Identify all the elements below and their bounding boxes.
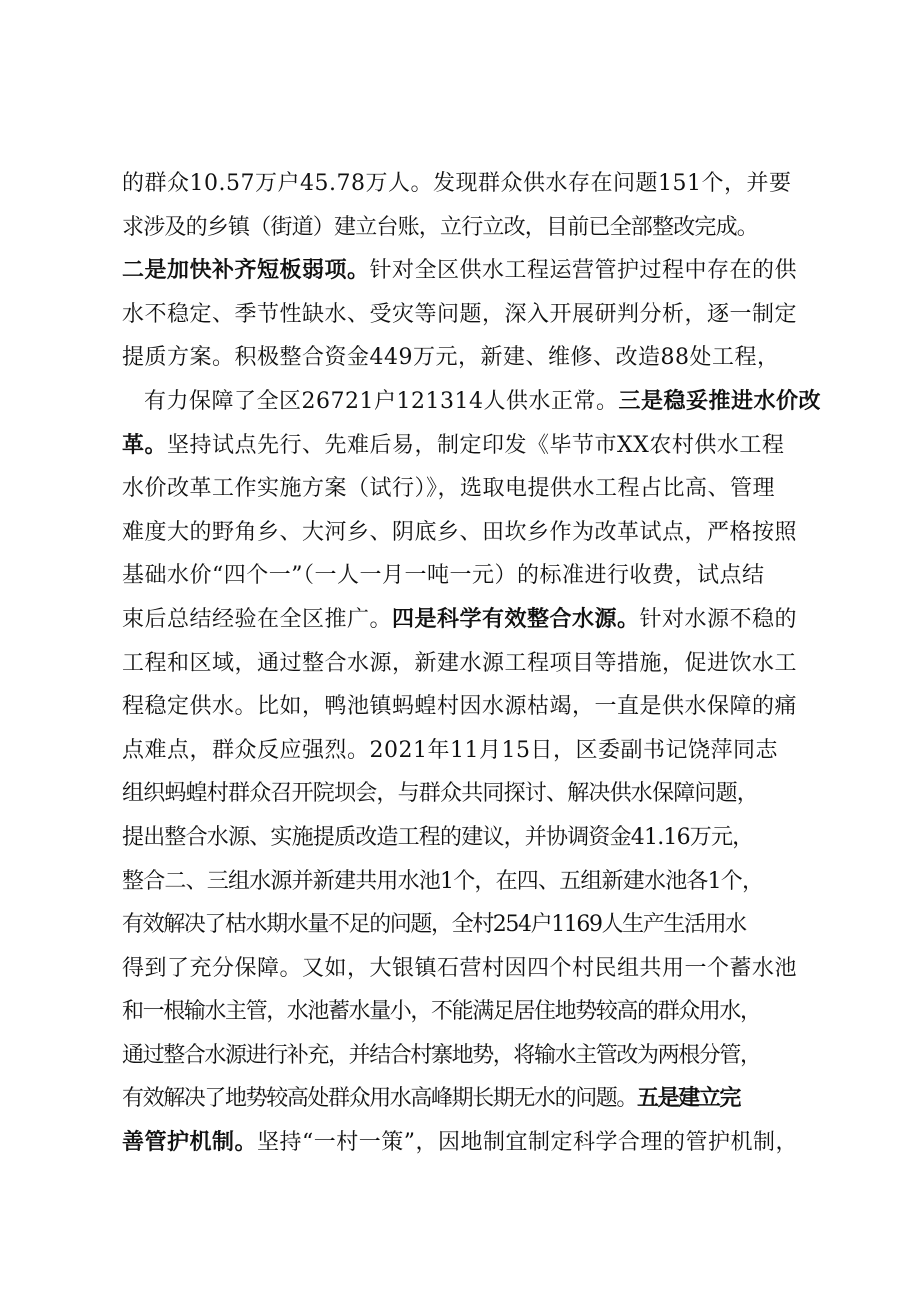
text-line: 组织蚂蝗村群众召开院坝会，与群众共同探讨、解决供水保障问题， [122,781,759,807]
text-line: 的群众10.57万户45.78万人。发现群众供水存在问题151个，并要 [122,171,792,196]
text-line [122,598,812,642]
body-paragraph [122,162,821,1165]
section-heading-4: 四是科学有效整合水源。 [392,605,640,632]
section-heading-5: 五是建立完 [637,1085,741,1112]
text-run: 束后总结经验在全区推广。 [122,606,393,632]
text-line [122,424,812,468]
text-line [122,1121,812,1165]
text-line: 程稳定供水。比如，鸭池镇蚂蝗村因水源枯竭，一直是供水保障的痛 [122,694,798,720]
text-line: 工程和区域，通过整合水源，新建水源工程项目等措施，促进饮水工 [122,650,798,676]
text-line: 求涉及的乡镇（街道）建立台账，立行立改，目前已全部整改完成。 [122,214,759,240]
text-line: 难度大的野角乡、大河乡、阴底乡、田坎乡作为改革试点，严格按照 [122,519,798,545]
text-run: 坚持试点先行、先难后易，制定印发《毕节市XX农村供水工程 [167,432,785,458]
text-line [122,1077,812,1121]
text-line: 基础水价“四个一”（一人一月一吨一元）的标准进行收费，试点结 [122,563,765,589]
text-line: 点难点，群众反应强烈。2021年11月15日，区委副书记饶萍同志 [122,737,778,763]
text-line: 通过整合水源进行补充，并结合村寨地势，将输水主管改为两根分管， [122,1042,761,1068]
section-heading-2: 二是加快补齐短板弱项。 [122,257,370,284]
text-line: 有效解决了枯水期水量不足的问题，全村254户1169人生产生活用水 [122,912,746,938]
text-run: 有效解决了地势较高处群众用水高峰期长期无水的问题。 [122,1086,638,1112]
text-run: 坚持“一村一策”，因地制宜制定科学合理的管护机制， [257,1130,799,1156]
section-heading-3: 三是稳妥推进水价改 [618,387,821,414]
text-line: 整合二、三组水源并新建共用水池1个，在四、五组新建水池各1个， [122,868,764,894]
text-line: 提出整合水源、实施提质改造工程的建议，并协调资金41.16万元， [122,824,754,850]
text-run: 有力保障了全区26721户121314人供水正常。 [144,388,619,414]
text-line: 和一根输水主管，水池蓄水量小，不能满足居住地势较高的群众用水， [122,999,761,1025]
text-line: 提质方案。积极整合资金449万元，新建、维修、改造88处工程， [122,345,780,371]
text-line: 水价改革工作实施方案（试行）》，选取电提供水工程占比高、管理 [122,476,776,502]
section-heading-3-cont: 革。 [122,431,168,458]
text-line: 水不稳定、季节性缺水、受灾等问题，深入开展研判分析，逐一制定 [122,301,798,327]
text-run: 针对水源不稳的 [639,606,798,632]
text-run: 针对全区供水工程运营管护过程中存在的供 [369,258,798,284]
text-line [122,249,812,293]
section-heading-5-cont: 善管护机制。 [122,1129,258,1156]
text-line [122,380,821,424]
text-line: 得到了充分保障。又如，大银镇石营村因四个村民组共用一个蓄水池 [122,955,798,981]
